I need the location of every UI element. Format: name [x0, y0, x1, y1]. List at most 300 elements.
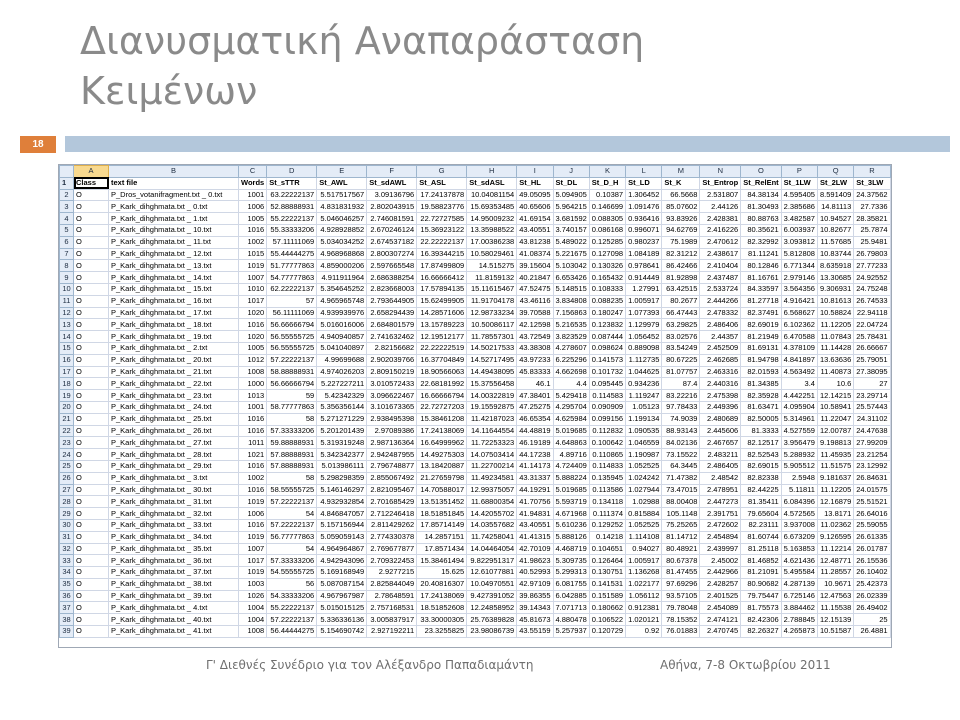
column-letter-p[interactable]: P: [781, 166, 817, 178]
data-cell[interactable]: 2.478332: [700, 307, 741, 319]
data-cell[interactable]: 0.111374: [589, 508, 625, 520]
data-cell[interactable]: 11.74258041: [467, 531, 517, 543]
data-cell[interactable]: 56.55555725: [267, 331, 317, 343]
data-cell[interactable]: 4.859000206: [317, 260, 367, 272]
data-cell[interactable]: O: [74, 626, 109, 638]
data-cell[interactable]: 3.956479: [781, 437, 817, 449]
data-cell[interactable]: 1.027944: [626, 484, 662, 496]
data-cell[interactable]: 21.27659798: [417, 472, 467, 484]
data-cell[interactable]: 5.087087154: [317, 578, 367, 590]
data-cell[interactable]: 44.48819: [517, 425, 553, 437]
data-cell[interactable]: 10.9671: [817, 578, 853, 590]
data-cell[interactable]: 17.24137878: [417, 189, 467, 201]
data-cell[interactable]: 0.936416: [626, 213, 662, 225]
data-cell[interactable]: 22.94118: [854, 307, 890, 319]
data-cell[interactable]: 1002: [239, 472, 267, 484]
data-cell[interactable]: 5.019685: [553, 484, 589, 496]
data-cell[interactable]: 42.12598: [517, 319, 553, 331]
row-number[interactable]: 26: [60, 472, 74, 484]
data-cell[interactable]: 2.82156682: [367, 342, 417, 354]
data-cell[interactable]: 11.15538: [817, 602, 853, 614]
data-cell[interactable]: 1.119247: [626, 390, 662, 402]
data-cell[interactable]: 80.88763: [741, 213, 781, 225]
data-cell[interactable]: 1.022177: [626, 578, 662, 590]
data-cell[interactable]: 1013: [239, 390, 267, 402]
data-cell[interactable]: 17.8571434: [417, 543, 467, 555]
data-cell[interactable]: 2.454894: [700, 531, 741, 543]
data-cell[interactable]: 12.48771: [817, 555, 853, 567]
data-cell[interactable]: 11.57685: [817, 236, 853, 248]
data-cell[interactable]: 10.6: [817, 378, 853, 390]
data-cell[interactable]: 4.563492: [781, 366, 817, 378]
data-cell[interactable]: O: [74, 602, 109, 614]
data-cell[interactable]: 14.2857151: [417, 531, 467, 543]
data-cell[interactable]: 17.00386238: [467, 236, 517, 248]
data-cell[interactable]: 0.127098: [589, 248, 625, 260]
data-cell[interactable]: P_Kark_dihghmata.txt _ 3.txt: [109, 472, 239, 484]
data-cell[interactable]: 4.671968: [553, 508, 589, 520]
data-cell[interactable]: 2.416226: [700, 224, 741, 236]
data-cell[interactable]: 17.24138069: [417, 590, 467, 602]
data-cell[interactable]: 2.401525: [700, 590, 741, 602]
data-cell[interactable]: 18.51852608: [417, 602, 467, 614]
data-cell[interactable]: 5.221675: [553, 248, 589, 260]
data-cell[interactable]: 6.042885: [553, 590, 589, 602]
data-cell[interactable]: 24.47638: [854, 425, 890, 437]
data-cell[interactable]: 24.75248: [854, 283, 890, 295]
data-cell[interactable]: 46.1: [517, 378, 553, 390]
data-cell[interactable]: 54.33333206: [267, 590, 317, 602]
row-number[interactable]: 28: [60, 496, 74, 508]
data-cell[interactable]: 41.98623: [517, 555, 553, 567]
data-cell[interactable]: 58: [267, 472, 317, 484]
data-cell[interactable]: 5.046046257: [317, 213, 367, 225]
data-cell[interactable]: P_Kark_dihghmata.txt _ 31.txt: [109, 496, 239, 508]
data-cell[interactable]: 5.288932: [781, 449, 817, 461]
data-cell[interactable]: 28.35821: [854, 213, 890, 225]
data-cell[interactable]: 43.97233: [517, 354, 553, 366]
data-cell[interactable]: 16.64999962: [417, 437, 467, 449]
data-cell[interactable]: 84.38134: [741, 189, 781, 201]
data-cell[interactable]: 1006: [239, 201, 267, 213]
data-cell[interactable]: 3.101673365: [367, 401, 417, 413]
row-number[interactable]: 3: [60, 201, 74, 213]
data-cell[interactable]: P_Kark_dihghmata.txt _ 34.txt: [109, 531, 239, 543]
data-cell[interactable]: 74.9039: [662, 413, 700, 425]
data-cell[interactable]: O: [74, 519, 109, 531]
data-cell[interactable]: 81.3333: [741, 425, 781, 437]
data-cell[interactable]: 43.46116: [517, 295, 553, 307]
data-cell[interactable]: 24.31102: [854, 413, 890, 425]
data-cell[interactable]: 2.444266: [700, 295, 741, 307]
data-cell[interactable]: 80.67378: [662, 555, 700, 567]
data-cell[interactable]: P_Kark_dihghmata.txt _ 11.txt: [109, 236, 239, 248]
data-cell[interactable]: 57.22222137: [267, 614, 317, 626]
row-number[interactable]: 27: [60, 484, 74, 496]
data-cell[interactable]: 10.58029461: [467, 248, 517, 260]
data-cell[interactable]: 57.22222137: [267, 354, 317, 366]
data-cell[interactable]: 0.134118: [589, 496, 625, 508]
data-cell[interactable]: 82.44225: [741, 484, 781, 496]
data-cell[interactable]: 11.12205: [817, 484, 853, 496]
data-cell[interactable]: 2.428257: [700, 578, 741, 590]
data-cell[interactable]: O: [74, 567, 109, 579]
data-cell[interactable]: 1.056452: [626, 331, 662, 343]
data-cell[interactable]: 57: [267, 295, 317, 307]
data-cell[interactable]: 14.28571606: [417, 307, 467, 319]
data-cell[interactable]: 59: [267, 390, 317, 402]
data-cell[interactable]: 4.968968868: [317, 248, 367, 260]
data-cell[interactable]: 4.625984: [553, 413, 589, 425]
data-cell[interactable]: 2.979146: [781, 272, 817, 284]
row-number[interactable]: 7: [60, 248, 74, 260]
data-cell[interactable]: 0.180662: [589, 602, 625, 614]
data-cell[interactable]: 79.75447: [741, 590, 781, 602]
data-cell[interactable]: 4.724409: [553, 460, 589, 472]
row-number[interactable]: 38: [60, 614, 74, 626]
data-cell[interactable]: 9.181637: [817, 472, 853, 484]
data-cell[interactable]: O: [74, 248, 109, 260]
data-cell[interactable]: P_Kark_dihghmata.txt _ 1.txt: [109, 213, 239, 225]
data-cell[interactable]: O: [74, 578, 109, 590]
data-cell[interactable]: 1012: [239, 354, 267, 366]
data-cell[interactable]: O: [74, 590, 109, 602]
data-cell[interactable]: 57.33333206: [267, 425, 317, 437]
data-cell[interactable]: 1020: [239, 307, 267, 319]
column-letter-m[interactable]: M: [662, 166, 700, 178]
data-cell[interactable]: 1019: [239, 496, 267, 508]
data-cell[interactable]: 4.967967987: [317, 590, 367, 602]
data-cell[interactable]: 1007: [239, 543, 267, 555]
data-cell[interactable]: 1016: [239, 484, 267, 496]
data-cell[interactable]: 27.7336: [854, 201, 890, 213]
data-cell[interactable]: 5.593719: [553, 496, 589, 508]
data-cell[interactable]: 33.30000305: [417, 614, 467, 626]
data-cell[interactable]: 0.92: [626, 626, 662, 638]
data-cell[interactable]: 57.88888931: [267, 449, 317, 461]
column-heading-cell[interactable]: St_sdAWL: [367, 177, 417, 189]
data-cell[interactable]: 55.44444275: [267, 248, 317, 260]
data-cell[interactable]: 26.84631: [854, 472, 890, 484]
data-cell[interactable]: P_Kark_dihghmata.txt _ 29.txt: [109, 460, 239, 472]
data-cell[interactable]: 13.18420887: [417, 460, 467, 472]
data-cell[interactable]: 1.190987: [626, 449, 662, 461]
data-cell[interactable]: 66.47443: [662, 307, 700, 319]
data-cell[interactable]: 43.31337: [517, 472, 553, 484]
column-heading-cell[interactable]: Words: [239, 177, 267, 189]
data-cell[interactable]: 11.22700214: [467, 460, 517, 472]
data-cell[interactable]: 4.468719: [553, 543, 589, 555]
data-cell[interactable]: 6.470588: [781, 331, 817, 343]
data-cell[interactable]: 1016: [239, 413, 267, 425]
column-letter-q[interactable]: Q: [817, 166, 853, 178]
row-number[interactable]: 32: [60, 543, 74, 555]
data-cell[interactable]: 81.60744: [741, 531, 781, 543]
data-cell[interactable]: 4.841897: [781, 354, 817, 366]
data-cell[interactable]: 57.22222137: [267, 519, 317, 531]
data-cell[interactable]: 25.51521: [854, 496, 890, 508]
data-cell[interactable]: 2.746081591: [367, 213, 417, 225]
data-cell[interactable]: 82.42306: [741, 614, 781, 626]
data-cell[interactable]: P_Kark_dihghmata.txt _ 20.txt: [109, 354, 239, 366]
data-cell[interactable]: 1.020121: [626, 614, 662, 626]
data-cell[interactable]: 10.50086117: [467, 319, 517, 331]
data-cell[interactable]: P_Kark_dihghmata.txt _ 13.txt: [109, 260, 239, 272]
data-cell[interactable]: 4.595405: [781, 189, 817, 201]
data-cell[interactable]: 2.438617: [700, 248, 741, 260]
data-cell[interactable]: 24.92552: [854, 272, 890, 284]
data-cell[interactable]: 75.25265: [662, 519, 700, 531]
data-cell[interactable]: 9.822951317: [467, 555, 517, 567]
data-cell[interactable]: 1020: [239, 331, 267, 343]
data-cell[interactable]: 81.30493: [741, 201, 781, 213]
data-cell[interactable]: 15.37556458: [467, 378, 517, 390]
data-cell[interactable]: 18.51851845: [417, 508, 467, 520]
data-cell[interactable]: 2.475398: [700, 390, 741, 402]
data-cell[interactable]: 81.47455: [662, 567, 700, 579]
data-cell[interactable]: P_Kark_dihghmata.txt _ 33.txt: [109, 519, 239, 531]
row-number[interactable]: 17: [60, 366, 74, 378]
data-cell[interactable]: 0.135945: [589, 472, 625, 484]
data-cell[interactable]: 1001: [239, 401, 267, 413]
data-cell[interactable]: 3.681592: [553, 213, 589, 225]
data-cell[interactable]: 3.937008: [781, 519, 817, 531]
data-cell[interactable]: 26.15536: [854, 555, 890, 567]
data-cell[interactable]: 0.120729: [589, 626, 625, 638]
data-cell[interactable]: 2.774330378: [367, 531, 417, 543]
data-cell[interactable]: 2.45002: [700, 555, 741, 567]
data-cell[interactable]: 5.059059143: [317, 531, 367, 543]
data-cell[interactable]: 12.47563: [817, 590, 853, 602]
data-cell[interactable]: P_Kark_dihghmata.txt _ 36.txt: [109, 555, 239, 567]
data-cell[interactable]: 56.66666794: [267, 378, 317, 390]
data-cell[interactable]: 2.449396: [700, 401, 741, 413]
data-cell[interactable]: O: [74, 555, 109, 567]
data-cell[interactable]: P_Kark_dihghmata.txt _ 0.txt: [109, 201, 239, 213]
data-cell[interactable]: 78.15352: [662, 614, 700, 626]
data-cell[interactable]: 4.287139: [781, 578, 817, 590]
data-cell[interactable]: 3.564356: [781, 283, 817, 295]
data-cell[interactable]: O: [74, 272, 109, 284]
data-cell[interactable]: 81.11241: [741, 248, 781, 260]
data-cell[interactable]: 41.14173: [517, 460, 553, 472]
data-cell[interactable]: 3.482587: [781, 213, 817, 225]
data-cell[interactable]: 81.94798: [741, 354, 781, 366]
data-cell[interactable]: O: [74, 401, 109, 413]
data-cell[interactable]: 93.57105: [662, 590, 700, 602]
data-cell[interactable]: 86.42466: [662, 260, 700, 272]
row-number[interactable]: 12: [60, 307, 74, 319]
row-number[interactable]: 14: [60, 331, 74, 343]
data-cell[interactable]: 2.486406: [700, 319, 741, 331]
data-cell[interactable]: O: [74, 295, 109, 307]
data-cell[interactable]: 2.440316: [700, 378, 741, 390]
data-cell[interactable]: 6.102362: [781, 319, 817, 331]
data-cell[interactable]: 2.445606: [700, 425, 741, 437]
data-cell[interactable]: 0.123832: [589, 319, 625, 331]
data-cell[interactable]: 5.257937: [553, 626, 589, 638]
data-cell[interactable]: 88.93143: [662, 425, 700, 437]
data-cell[interactable]: 1005: [239, 213, 267, 225]
data-cell[interactable]: 2.769677877: [367, 543, 417, 555]
row-number[interactable]: 5: [60, 224, 74, 236]
data-cell[interactable]: 0.94027: [626, 543, 662, 555]
data-cell[interactable]: 26.4881: [854, 626, 890, 638]
data-cell[interactable]: 81.63471: [741, 401, 781, 413]
data-cell[interactable]: 12.24858952: [467, 602, 517, 614]
data-cell[interactable]: 6.673209: [781, 531, 817, 543]
data-cell[interactable]: 0.130326: [589, 260, 625, 272]
data-cell[interactable]: 63.29825: [662, 319, 700, 331]
data-cell[interactable]: 1010: [239, 283, 267, 295]
column-letter-f[interactable]: F: [367, 166, 417, 178]
data-cell[interactable]: 2.467657: [700, 437, 741, 449]
data-cell[interactable]: 5.610236: [553, 519, 589, 531]
data-cell[interactable]: 58.88888931: [267, 366, 317, 378]
data-cell[interactable]: 0.090909: [589, 401, 625, 413]
data-cell[interactable]: 2.686388254: [367, 272, 417, 284]
data-cell[interactable]: 40.65606: [517, 201, 553, 213]
data-cell[interactable]: 1016: [239, 460, 267, 472]
data-cell[interactable]: 19.58823776: [417, 201, 467, 213]
data-cell[interactable]: P_Kark_dihghmata.txt _ 14.txt: [109, 272, 239, 284]
select-all-corner[interactable]: [60, 166, 74, 178]
data-cell[interactable]: 2.454089: [700, 602, 741, 614]
data-cell[interactable]: 2.701685429: [367, 496, 417, 508]
data-cell[interactable]: 0.165432: [589, 272, 625, 284]
data-cell[interactable]: 82.01593: [741, 366, 781, 378]
data-cell[interactable]: 25.76389828: [467, 614, 517, 626]
data-cell[interactable]: 12.61077881: [467, 567, 517, 579]
data-cell[interactable]: 0.180247: [589, 307, 625, 319]
data-cell[interactable]: O: [74, 614, 109, 626]
data-cell[interactable]: P_Kark_dihghmata.txt _ 12.txt: [109, 248, 239, 260]
data-cell[interactable]: 4.4: [553, 378, 589, 390]
data-cell[interactable]: 105.1148: [662, 508, 700, 520]
data-cell[interactable]: 4.880478: [553, 614, 589, 626]
data-cell[interactable]: 15.625: [417, 567, 467, 579]
data-cell[interactable]: 1016: [239, 319, 267, 331]
data-cell[interactable]: 2.709322453: [367, 555, 417, 567]
data-cell[interactable]: 54.77777863: [267, 272, 317, 284]
data-cell[interactable]: 46.65354: [517, 413, 553, 425]
row-number[interactable]: 24: [60, 449, 74, 461]
data-cell[interactable]: 56: [267, 578, 317, 590]
data-cell[interactable]: 5.517517567: [317, 189, 367, 201]
column-heading-cell[interactable]: text file: [109, 177, 239, 189]
data-cell[interactable]: 0.106522: [589, 614, 625, 626]
data-cell[interactable]: 14.81113: [817, 201, 853, 213]
data-cell[interactable]: 2.472602: [700, 519, 741, 531]
data-cell[interactable]: 24.01575: [854, 484, 890, 496]
data-cell[interactable]: 1011: [239, 437, 267, 449]
data-cell[interactable]: 4.442251: [781, 390, 817, 402]
column-heading-cell[interactable]: St_3LW: [854, 177, 890, 189]
data-cell[interactable]: O: [74, 484, 109, 496]
row-number[interactable]: 18: [60, 378, 74, 390]
data-cell[interactable]: P_Kark_dihghmata.txt _ 2.txt: [109, 342, 239, 354]
data-cell[interactable]: 11.49234581: [467, 472, 517, 484]
data-cell[interactable]: 2.597665548: [367, 260, 417, 272]
data-cell[interactable]: 1.02988: [626, 496, 662, 508]
data-cell[interactable]: 10.58824: [817, 307, 853, 319]
data-cell[interactable]: 58: [267, 413, 317, 425]
data-cell[interactable]: 3.823529: [553, 331, 589, 343]
data-cell[interactable]: 5.013986111: [317, 460, 367, 472]
data-cell[interactable]: 11.14428: [817, 342, 853, 354]
data-cell[interactable]: P_Kark_dihghmata.txt _ 18.txt: [109, 319, 239, 331]
data-cell[interactable]: 76.01883: [662, 626, 700, 638]
data-cell[interactable]: 1.077393: [626, 307, 662, 319]
data-cell[interactable]: 14.03557682: [467, 519, 517, 531]
data-cell[interactable]: 84.33597: [741, 283, 781, 295]
data-cell[interactable]: 10.51587: [817, 626, 853, 638]
data-cell[interactable]: 3.005837917: [367, 614, 417, 626]
data-cell[interactable]: 12.99375057: [467, 484, 517, 496]
data-cell[interactable]: 25.78431: [854, 331, 890, 343]
data-cell[interactable]: 5.015015125: [317, 602, 367, 614]
data-cell[interactable]: 5.154690742: [317, 626, 367, 638]
data-cell[interactable]: P_Kark_dihghmata.txt _ 28.txt: [109, 449, 239, 461]
data-cell[interactable]: 2.757168531: [367, 602, 417, 614]
data-cell[interactable]: 27: [854, 378, 890, 390]
data-cell[interactable]: 81.21091: [741, 567, 781, 579]
data-cell[interactable]: 0.126464: [589, 555, 625, 567]
data-cell[interactable]: 2.97089386: [367, 425, 417, 437]
data-cell[interactable]: 25.7874: [854, 224, 890, 236]
data-cell[interactable]: 0.088305: [589, 213, 625, 225]
data-cell[interactable]: O: [74, 413, 109, 425]
data-cell[interactable]: 0.099156: [589, 413, 625, 425]
data-cell[interactable]: 4.295704: [553, 401, 589, 413]
data-cell[interactable]: 71.47382: [662, 472, 700, 484]
data-cell[interactable]: P_Kark_dihghmata.txt _ 17.txt: [109, 307, 239, 319]
data-cell[interactable]: 1008: [239, 366, 267, 378]
data-cell[interactable]: O: [74, 508, 109, 520]
data-cell[interactable]: 5.146146297: [317, 484, 367, 496]
data-cell[interactable]: 5.157156944: [317, 519, 367, 531]
data-cell[interactable]: O: [74, 390, 109, 402]
data-cell[interactable]: 23.29714: [854, 390, 890, 402]
data-cell[interactable]: 5.11811: [781, 484, 817, 496]
data-cell[interactable]: 11.07843: [817, 331, 853, 343]
data-cell[interactable]: 1.114108: [626, 531, 662, 543]
data-cell[interactable]: 97.69296: [662, 578, 700, 590]
data-cell[interactable]: 1016: [239, 519, 267, 531]
data-cell[interactable]: O: [74, 236, 109, 248]
data-cell[interactable]: 15.38461494: [417, 555, 467, 567]
data-cell[interactable]: 51.77777863: [267, 260, 317, 272]
data-cell[interactable]: 1.27991: [626, 283, 662, 295]
row-number[interactable]: 13: [60, 319, 74, 331]
data-cell[interactable]: 2.531807: [700, 189, 741, 201]
data-cell[interactable]: 56.66666794: [267, 319, 317, 331]
data-cell[interactable]: 0.815884: [626, 508, 662, 520]
data-cell[interactable]: 4.662698: [553, 366, 589, 378]
data-cell[interactable]: 57.22222137: [267, 496, 317, 508]
data-cell[interactable]: 5.298298359: [317, 472, 367, 484]
data-cell[interactable]: 0.934236: [626, 378, 662, 390]
data-cell[interactable]: 49.05095: [517, 189, 553, 201]
data-cell[interactable]: O: [74, 378, 109, 390]
data-cell[interactable]: 1.136268: [626, 567, 662, 579]
data-cell[interactable]: 0.980237: [626, 236, 662, 248]
data-cell[interactable]: 41.70756: [517, 496, 553, 508]
row-number[interactable]: 36: [60, 590, 74, 602]
data-cell[interactable]: 81.92898: [662, 272, 700, 284]
data-cell[interactable]: 11.12214: [817, 543, 853, 555]
row-number[interactable]: 35: [60, 578, 74, 590]
